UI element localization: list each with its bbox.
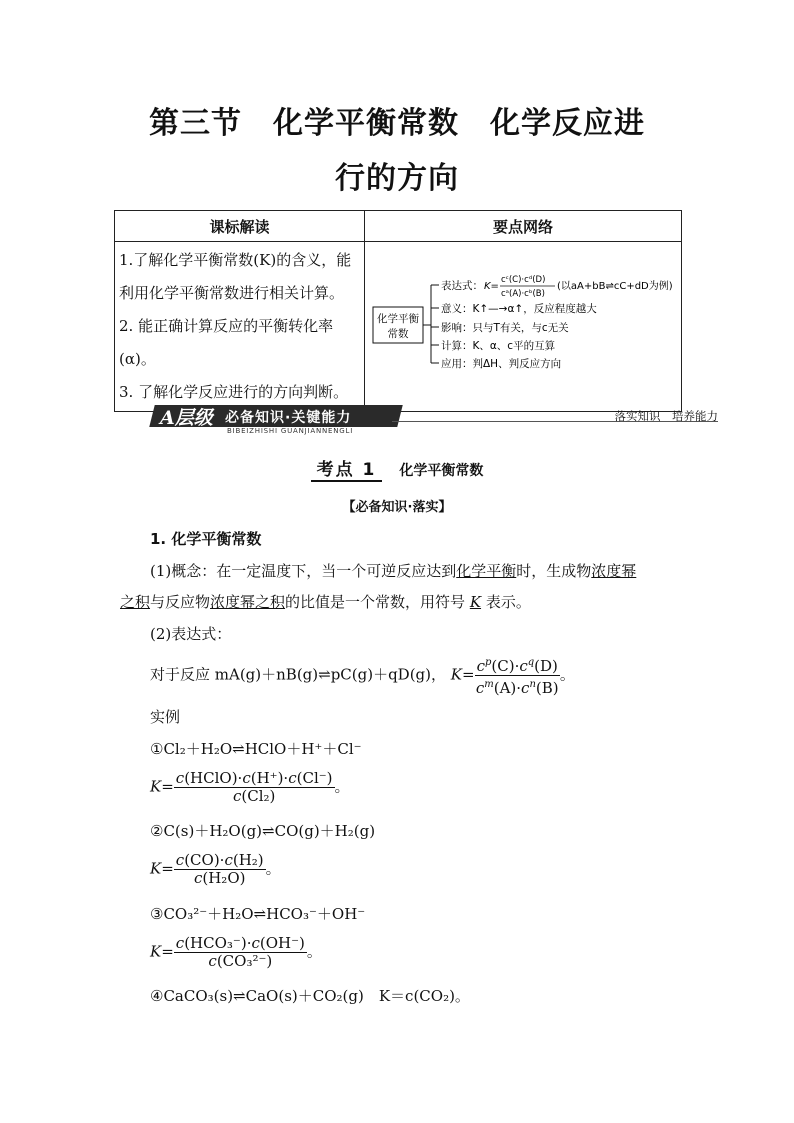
general-reaction: 对于反应 mA(g)＋nB(g)⇌pC(g)＋qD(g)， K= $\frac{c^p(C)\cdot c^q(D)}{c^m(A)\cdot c^n(B)}$ 。: [150, 654, 575, 697]
example-2-reaction: ②C(s)＋H₂O(g)⇌CO(g)＋H₂(g): [150, 822, 376, 840]
network-center-line1: 化学平衡: [377, 312, 419, 325]
example-1-reaction: ①Cl₂＋H₂O⇌HClO＋H⁺＋Cl⁻: [150, 740, 362, 758]
svg-text:cᶜ(C)·cᵈ(D): cᶜ(C)·cᵈ(D): [501, 274, 546, 285]
col-header-standards: 课标解读: [115, 211, 365, 242]
concept-line-2: 之积与反应物浓度幂之积的比值是一个常数，用符号 K 表示。: [120, 593, 531, 611]
example-2-K: K= $\frac{\text{c(CO)·c(H₂)}}{\text{c(H₂O)}}$ 。: [150, 851, 281, 887]
objective-line: (α)。: [119, 350, 156, 368]
objectives-cell: [115, 242, 365, 412]
network-expr-note: (以aA+bB⇌cC+dD为例): [557, 280, 673, 292]
banner-right: 落实知识 培养能力: [614, 409, 718, 423]
kaodian-heading: [0, 455, 794, 482]
kaodian-label: 考点 1: [311, 455, 383, 482]
example-4: ④CaCO₃(s)⇌CaO(s)＋CO₂(g) K＝c(CO₂)。: [150, 987, 470, 1005]
network-center-line2: 常数: [387, 327, 409, 340]
network-influence: 影响：只与T有关，与c无关: [441, 321, 569, 334]
kaodian-title: 化学平衡常数: [399, 463, 484, 479]
network-expr-label: 表达式：: [441, 279, 483, 292]
section-bracket-heading: 【必备知识·落实】: [342, 500, 452, 515]
level-banner: [152, 403, 718, 433]
banner-level: A层级: [160, 407, 213, 429]
network-meaning: 意义：K↑—→α↑，反应程度越大: [441, 302, 597, 315]
example-1-K: K= $\frac{\text{c(HClO)·c(H⁺)·c(Cl⁻)}}{\text{c(Cl₂)}}$ 。: [150, 769, 350, 805]
network-apply: 应用：判ΔH、判反应方向: [441, 357, 562, 370]
page-title-line2: 行的方向: [335, 161, 459, 196]
col-header-network: 要点网络: [365, 211, 682, 242]
objective-line: 3. 了解化学反应进行的方向判断。: [119, 383, 349, 401]
standards-table: [114, 210, 682, 412]
concept-line-1: (1)概念：在一定温度下，当一个可逆反应达到化学平衡时，生成物浓度幂: [150, 562, 637, 580]
page-title-line1: 第三节 化学平衡常数 化学反应进: [149, 106, 645, 141]
banner-pinyin: BIBEIZHISHI GUANJIANNENGLI: [227, 427, 354, 435]
heading-1: 1. 化学平衡常数: [150, 530, 262, 548]
example-heading: 实例: [150, 708, 181, 726]
network-calc: 计算：K、α、c平的互算: [441, 339, 556, 352]
objective-line: 2. 能正确计算反应的平衡转化率: [119, 317, 334, 335]
svg-text:K=: K=: [484, 280, 499, 292]
expr-heading: (2)表达式：: [150, 625, 232, 643]
banner-main: 必备知识·关键能力: [225, 410, 352, 426]
concept-network-diagram: [365, 249, 681, 401]
objective-line: 利用化学平衡常数进行相关计算。: [119, 284, 345, 302]
network-cell: [365, 242, 682, 412]
svg-text:cᵃ(A)·cᵇ(B): cᵃ(A)·cᵇ(B): [501, 288, 545, 299]
objective-line: 1.了解化学平衡常数(K)的含义，能: [119, 251, 352, 269]
example-3-reaction: ③CO₃²⁻＋H₂O⇌HCO₃⁻＋OH⁻: [150, 905, 366, 923]
example-3-K: K= $\frac{\text{c(HCO₃⁻)·c(OH⁻)}}{\text{c(CO₃²⁻)}}$ 。: [150, 934, 322, 970]
